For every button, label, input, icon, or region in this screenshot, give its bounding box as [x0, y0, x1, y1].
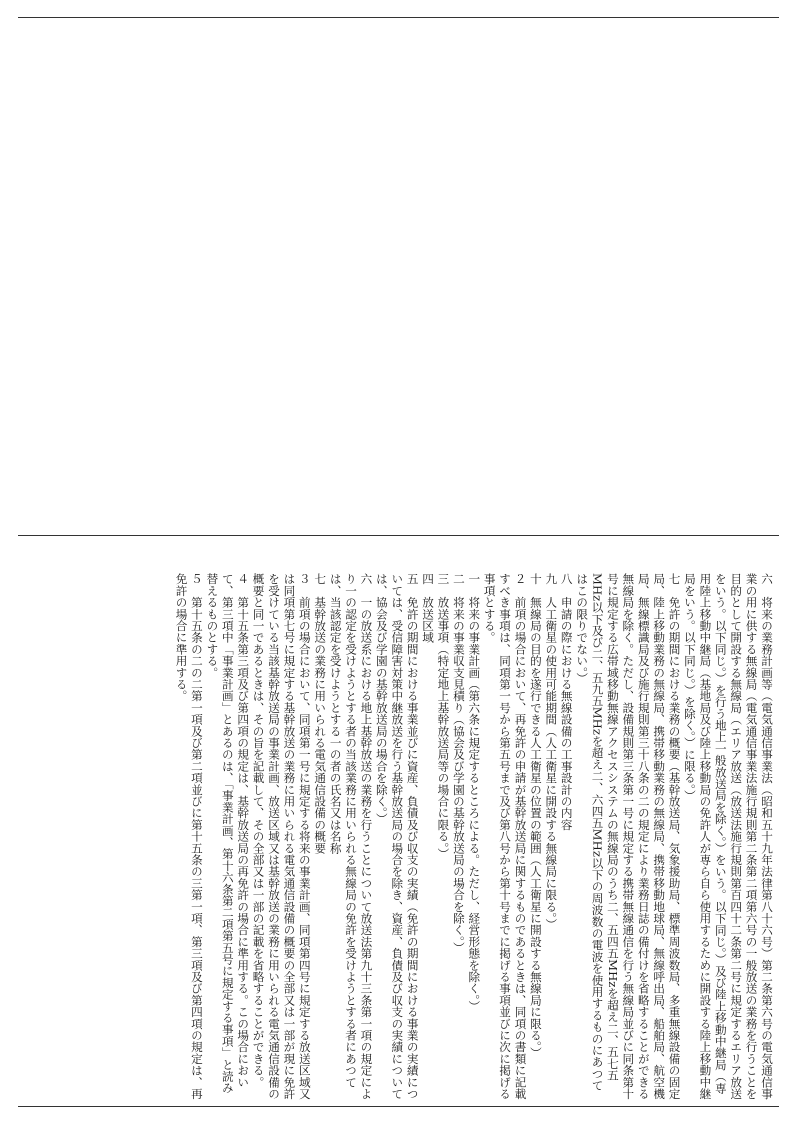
paragraph-item-6: 六 将来の業務計画等（電気通信事業法（昭和五十九年法律第八十六号）第二条第六号の電気通信事業の用に供する無線局（電気通信事業法施行規則第二条第二項第六号の一般放送の業務を行うことを目的として開設する無線局（エリア放送（放送法施行規則第百四十二条第二号に規定するエリア放送をいう。以下同じ。）を行う地上一般放送局を除く。）をいう。以下同じ。）及び陸上移動中継局（専用陸上移動中継局（基地局及び陸上移動局の免許人が専ら自ら使用するために開設する陸上移動中継局をいう。以下同じ。）を除く。）に限る。）: [682, 573, 774, 1100]
top-rule: [18, 17, 779, 18]
paragraph-item-10: 十 無線局の目的を遂行できる人工衛星の位置の範囲（人工衛星に開設する無線局に限る。）: [528, 573, 543, 1059]
paragraph-sub-6: 六 一の放送系における地上基幹放送の業務を行うことについて放送法第九十三条第一項の規定により一の認定を受けようとする者の当該業務に用いられる無線局の免許を受けようとする者にあつては、当該認定を受けようとする一の者の氏名又は名称: [328, 573, 374, 1100]
paragraph-clause-3: ３ 前項の場合において、同項第一号に規定する将来の事業計画、同項第四号に規定する放送区域又は同項第七号に規定する基幹放送の業務に用いられる電気通信設備の概要の全部又は一部が現に免許を受けている当該基幹放送局の事業計画、放送区域又は基幹放送の業務に用いられる電気通信設備の概要と同一であるときは、その旨を記載して、その全部又は一部の記載を省略することができる。: [251, 573, 312, 1100]
paragraph-sub-1: 一 将来の事業計画（第六条に規定するところによる。ただし、経営形態を除く。）: [467, 573, 482, 1012]
paragraph-item-9: 九 人工衛星の使用可能期間（人工衛星に開設する無線局に限る。）: [544, 573, 559, 930]
middle-rule: [18, 535, 779, 536]
paragraph-sub-4: 四 放送区域: [421, 573, 436, 644]
paragraph-clause-2: ２ 前項の場合において、再免許の申請が基幹放送局に関するものであるときは、同項の書類に記載すべき事項は、同項第一号から第五号まで及び第八号から第十号までに掲げる事項並びに次に掲げる事項とする。: [482, 573, 528, 1100]
paragraph-sub-5: 五 免許の期間における事業並びに資産、負債及び収支の実績（免許の期間における事業の実績については、受信障害対策中継放送を行う基幹放送局の場合を除き、資産、負債及び収支の実績については、協会及び学園の基幹放送局の場合を除く。）: [374, 573, 420, 1100]
bottom-rule: [18, 1106, 779, 1107]
paragraph-clause-5: ５ 第十五条の二の二第一項及び第二項並びに第十五条の三第一項、第三項及び第四項の規定は、再免許の場合に準用する。: [174, 573, 204, 1100]
paragraph-clause-4: ４ 第十五条第三項及び第四項の規定は、基幹放送局の再免許の場合に準用する。この場合において、第三項中「事業計画」とあるのは、「事業計画、第十六条第二項第五号に規定する事項」と読み替えるものとする。: [205, 573, 251, 1094]
paragraph-sub-3: 三 放送事項（特定地上基幹放送局等の場合に限る。）: [436, 573, 451, 860]
vertical-text-block: [22, 573, 774, 1101]
paragraph-item-7: 七 免許の期間における業務の概要（基幹放送局、気象援助局、標準周波数局、多重無線設備の固定局、陸上移動業務の無線局、携帯移動業務の無線局、携帯移動地球局、無線呼出局、船舶局、航空機局、無線標識局及び施行規則第三十八条の二の規定により業務日誌の備付けを省略することができる無線局を除く。ただし、設備規則第三条第一号に規定する携帯無線通信を行う無線局並びに同条第十号に規定する広帯域移動無線アクセスシステムの無線局のうち二、五四五MHzを超え二、五七五MHz以下及び二、五九五MHzを超え二、六四五MHz以下の周波数の電波を使用するものにあつてはこの限りでない。）: [575, 573, 682, 1100]
paragraph-item-8: 八 申請の際における無線設備の工事設計の内容: [559, 573, 574, 831]
paragraph-sub-2: 二 将来の事業収支見積り（協会及び学園の基幹放送局の場合を除く。）: [451, 573, 466, 954]
paragraph-sub-7: 七 基幹放送の業務に用いられる電気通信設備の概要: [313, 573, 328, 854]
